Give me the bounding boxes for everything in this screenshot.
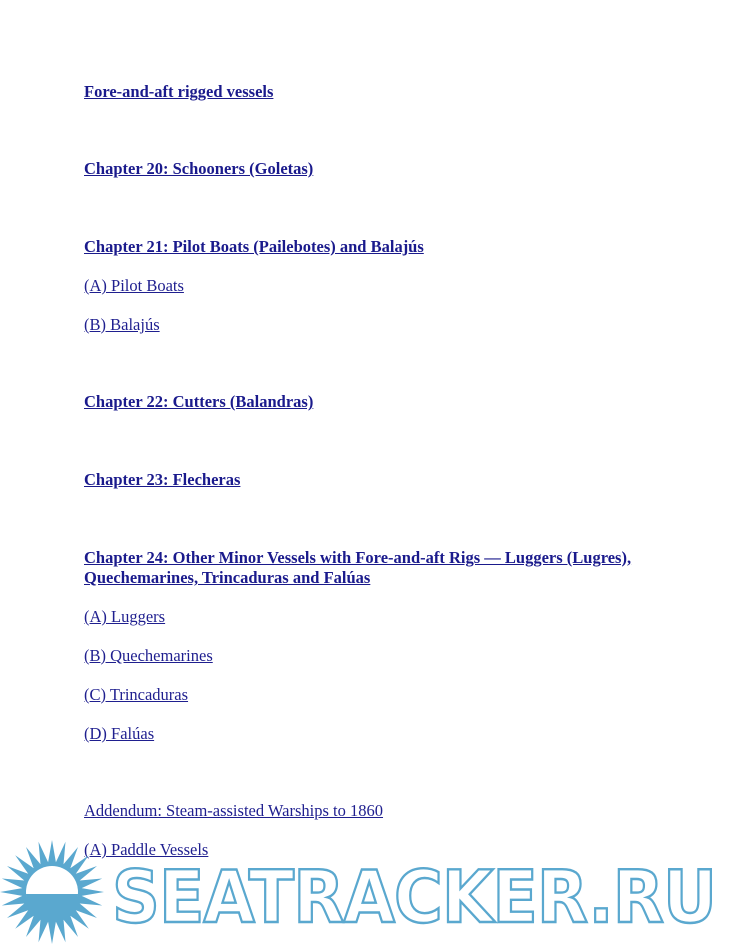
toc-link-chapter-24[interactable]: Chapter 24: Other Minor Vessels with Fore-and-aft Rigs — Luggers (Lugres), Quechemarines, Trincaduras and Falúas bbox=[84, 548, 632, 587]
toc-link-addendum[interactable]: Addendum: Steam-assisted Warships to 1860 bbox=[84, 801, 384, 820]
toc-link-chapter-22[interactable]: Chapter 22: Cutters (Balandras) bbox=[84, 392, 314, 411]
toc-link-addendum-a[interactable]: (A) Paddle Vessels bbox=[84, 840, 209, 859]
toc-link-chapter-21-b[interactable]: (B) Balajús bbox=[84, 315, 160, 334]
toc-link-chapter-21[interactable]: Chapter 21: Pilot Boats (Pailebotes) and Balajús bbox=[84, 237, 424, 256]
watermark bbox=[0, 838, 729, 946]
toc-link-chapter-21-a[interactable]: (A) Pilot Boats bbox=[84, 276, 184, 295]
toc-link-chapter-23[interactable]: Chapter 23: Flecheras bbox=[84, 470, 241, 489]
toc-link-chapter-24-c[interactable]: (C) Trincaduras bbox=[84, 685, 189, 704]
toc-link-section-fore-and-aft[interactable]: Fore-and-aft rigged vessels bbox=[84, 82, 274, 101]
watermark-text: SEATRACKER.RU bbox=[112, 855, 716, 939]
toc-link-chapter-20[interactable]: Chapter 20: Schooners (Goletas) bbox=[84, 159, 314, 178]
toc-link-chapter-24-a[interactable]: (A) Luggers bbox=[84, 607, 166, 626]
toc-link-chapter-24-b[interactable]: (B) Quechemarines bbox=[84, 646, 213, 665]
toc-link-chapter-24-d[interactable]: (D) Falúas bbox=[84, 724, 155, 743]
sun-icon bbox=[0, 840, 104, 944]
